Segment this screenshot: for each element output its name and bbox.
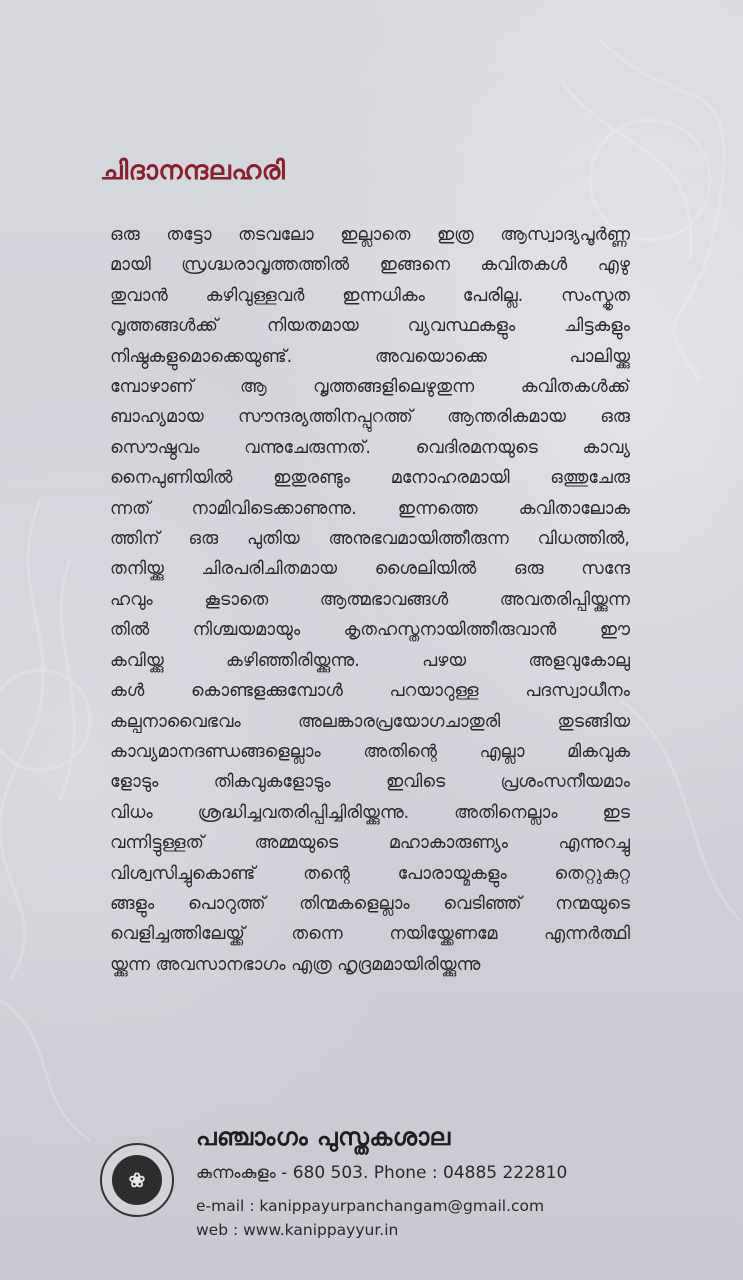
publisher-email: e-mail : kanippayurpanchangam@gmail.com	[196, 1197, 545, 1215]
body-line: കല്പനാവൈഭവം അലങ്കാരപ്രയോഗചാതുരി തുടങ്ങിയ	[110, 711, 630, 732]
publisher-logo	[100, 1143, 174, 1217]
body-line: ത്തിന് ഒരു പുതിയ അനുഭവമായിത്തീരുന്ന വിധത്തിൽ,	[110, 529, 630, 550]
body-line: കവിയ്ക്കു കഴിഞ്ഞിരിയ്ക്കുന്നു. പഴയ അളവുകോലു	[110, 650, 630, 671]
body-line: വിധം ശ്രദ്ധിച്ചവതരിപ്പിച്ചിരിയ്ക്കുന്നു. അതിനെല്ലാം ഇട	[110, 802, 630, 823]
body-line: ഒരു തട്ടോ തടവലോ ഇല്ലാതെ ഇത്ര ആസ്വാദ്യപൂർണ്ണ	[110, 225, 630, 245]
page-title: ചിദാനന്ദലഹരി	[100, 156, 286, 186]
body-line: സൌഷ്ഠവം വന്നുചേരുന്നത്. വെദിരമനയുടെ കാവ്യ	[110, 437, 630, 458]
body-line: വെളിച്ചത്തിലേയ്ക്ക് തന്നെ നയിയ്ക്കേണമേ എന്നർത്ഥി	[110, 924, 630, 945]
body-line: ളോടും തികവുകളോടും ഇവിടെ പ്രശംസനീയമാം	[110, 772, 630, 793]
body-line: നൈപുണിയിൽ ഇതുരണ്ടും മനോഹരമായി ഒത്തുചേരു	[110, 468, 630, 489]
publisher-seal-icon: ❀	[112, 1155, 162, 1205]
publisher-website: web : www.kanippayyur.in	[196, 1221, 399, 1239]
body-line: ങ്ങളും പൊറുത്ത് തിന്മകളെല്ലാം വെടിഞ്ഞ് നന്മയുടെ	[110, 893, 630, 914]
publisher-block	[100, 1115, 720, 1265]
body-text	[110, 220, 630, 980]
body-line: വിശ്വസിച്ചുകൊണ്ട് തന്റെ പോരായ്മകളും തെറ്റുകുറ്റ	[110, 863, 630, 884]
body-line: ന്നത് നാമിവിടെക്കാണുന്നു. ഇന്നത്തെ കവിതാലോക	[110, 498, 630, 519]
body-line: മായി സ്രഗ്ദ്ധരാവൃത്തത്തിൽ ഇങ്ങനെ കവിതകൾ എഴു	[110, 255, 630, 276]
body-line: ബാഹ്യമായ സൗന്ദര്യത്തിനപ്പുറത്ത് ആന്തരികമായ ഒരു	[110, 407, 630, 428]
body-line: നിഷ്ഠകളുമൊക്കെയുണ്ട്. അവയൊക്കെ പാലിയ്ക്കു	[110, 346, 630, 367]
body-line: കാവ്യമാനദണ്ഡങ്ങളെല്ലാം അതിന്റെ എല്ലാ മികവുക	[110, 741, 630, 762]
body-line: വൃത്തങ്ങൾക്ക് നിയതമായ വ്യവസ്ഥകളും ചിട്ടകളും	[110, 316, 630, 337]
body-line: വന്നിട്ടുള്ളത് അമ്മയുടെ മഹാകാരുണ്യം എന്നുറച്ചു	[110, 833, 630, 854]
body-line: കൾ കൊണ്ടളക്കുമ്പോൾ പറയാറുള്ള പദസ്വാധീനം	[110, 681, 630, 702]
publisher-name: പഞ്ചാംഗം പുസ്തകശാല	[196, 1123, 451, 1151]
body-line: യ്ക്കുന്ന അവസാനഭാഗം എത്ര ഹൃദ്രമമായിരിയ്ക്കുന്നു	[110, 954, 481, 975]
body-line: തുവാൻ കഴിവുള്ളവർ ഇന്നധികം പേരില്ല. സംസ്കൃത	[110, 285, 630, 306]
publisher-address: കുന്നംകുളം - 680 503. Phone : 04885 222810	[196, 1163, 568, 1183]
body-line: ഹവും കൂടാതെ ആത്മഭാവങ്ങൾ അവതരിപ്പിയ്ക്കുന്ന	[110, 589, 630, 610]
body-line: മ്പോഴാണ് ആ വൃത്തങ്ങളിലെഴുതുന്ന കവിതകൾക്ക്	[110, 377, 630, 398]
body-line: തനിയ്ക്കു ചിരപരിചിതമായ ശൈലിയിൽ ഒരു സന്ദേ	[110, 559, 630, 580]
body-line: തിൽ നിശ്ചയമായും കൃതഹസ്തനായിത്തീരുവാൻ ഈ	[110, 620, 630, 641]
